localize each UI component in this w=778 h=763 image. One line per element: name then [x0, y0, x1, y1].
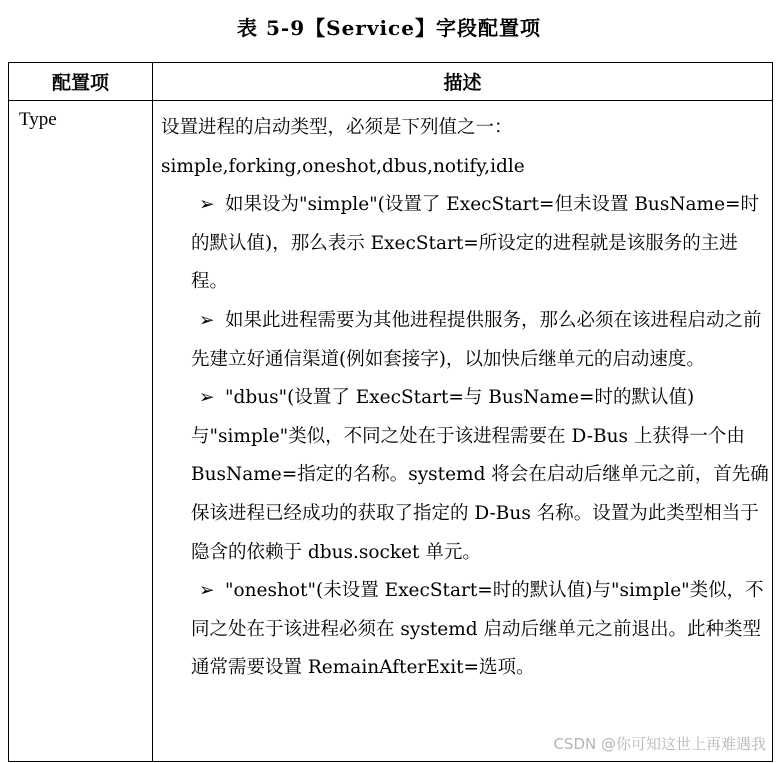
allowed-values: simple,forking,oneshot,dbus,notify,idle — [161, 155, 525, 177]
bullet-item — [161, 186, 772, 302]
watermark: CSDN @你可知这世上再难遇我 — [553, 735, 766, 753]
column-header-description: 描述 — [153, 63, 773, 101]
arrow-bullet-icon: ➢ — [199, 309, 215, 331]
bullet-text: 如果此进程需要为其他进程提供服务，那么必须在该进程启动之前先建立好通信渠道(例如套接字)，以加快后继单元的启动速度。 — [191, 309, 762, 370]
table-row — [9, 101, 773, 762]
bullet-text: 如果设为"simple"(设置了 ExecStart=但未设置 BusName=时的默认值)，那么表示 ExecStart=所设定的进程就是该服务的主进程。 — [191, 194, 760, 293]
bullet-item — [161, 379, 772, 572]
arrow-bullet-icon: ➢ — [199, 387, 215, 409]
table-caption: 表 5-9【Service】字段配置项 — [237, 16, 541, 40]
config-table — [8, 62, 773, 762]
arrow-bullet-icon: ➢ — [199, 580, 215, 602]
bullet-text: "dbus"(设置了 ExecStart=与 BusName=时的默认值)与"simple"类似，不同之处在于该进程需要在 D-Bus 上获得一个由 BusName=指定的名称。systemd 将会在启动后继单元之前，首先确保该进程已经成功的获取了指定的 D-Bus 名称。设置为此类型相当于隐含的依赖于 dbus.socket 单元。 — [191, 387, 769, 563]
description-cell — [153, 101, 773, 762]
arrow-bullet-icon: ➢ — [199, 194, 215, 216]
description-intro: 设置进程的启动类型，必须是下列值之一： — [161, 117, 513, 138]
table-header-row — [9, 63, 773, 101]
bullet-text: "oneshot"(未设置 ExecStart=时的默认值)与"simple"类似，不同之处在于该进程必须在 systemd 启动后继单元之前退出。此种类型通常需要设置 RemainAfterExit=选项。 — [191, 580, 764, 679]
bullet-item — [161, 302, 772, 379]
bullet-item — [161, 572, 772, 688]
column-header-item: 配置项 — [9, 63, 153, 101]
config-key-cell: Type — [9, 101, 153, 762]
